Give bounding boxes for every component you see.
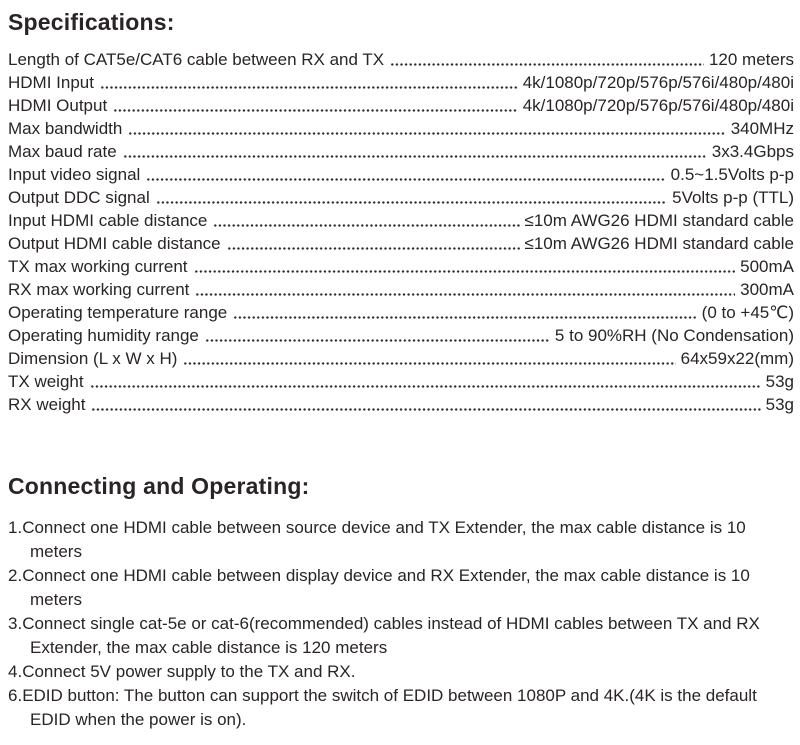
dot-leader	[113, 108, 517, 113]
operating-step	[8, 516, 766, 564]
spec-label: Input HDMI cable distance	[8, 211, 208, 230]
specifications-list	[8, 48, 794, 416]
spec-row	[8, 324, 794, 347]
step-number: 1.	[8, 518, 23, 537]
step-number: 4.	[8, 662, 23, 681]
spec-row	[8, 301, 794, 324]
spec-value: ≤10m AWG26 HDMI standard cable	[524, 211, 794, 230]
spec-row	[8, 71, 794, 94]
step-text: Connect one HDMI cable between display device and RX Extender, the max cable distance is 10 meters	[22, 566, 750, 609]
spec-value: 0.5~1.5Volts p-p	[670, 165, 794, 184]
spec-value: ≤10m AWG26 HDMI standard cable	[524, 234, 794, 253]
dot-leader	[91, 407, 760, 412]
dot-leader	[123, 154, 707, 159]
operating-step	[8, 564, 766, 612]
spec-row	[8, 140, 794, 163]
spec-label: Output HDMI cable distance	[8, 234, 221, 253]
spec-value: 5Volts p-p (TTL)	[672, 188, 794, 207]
connecting-heading: Connecting and Operating:	[8, 473, 310, 499]
step-number: 3.	[8, 614, 23, 633]
step-text: Connect 5V power supply to the TX and RX.	[22, 662, 356, 681]
spec-row	[8, 278, 794, 301]
step-text: Connect one HDMI cable between source device and TX Extender, the max cable distance is 10 meters	[22, 518, 746, 561]
specifications-heading: Specifications:	[8, 9, 175, 35]
step-number: 6.	[8, 686, 23, 705]
spec-row	[8, 117, 794, 140]
dot-leader	[100, 85, 518, 90]
dot-leader	[194, 269, 736, 274]
spec-value: 340MHz	[730, 119, 794, 138]
spec-label: Output DDC signal	[8, 188, 150, 207]
dot-leader	[90, 384, 761, 389]
dot-leader	[128, 131, 725, 136]
spec-value: 300mA	[740, 280, 794, 299]
spec-row	[8, 163, 794, 186]
spec-value: 120 meters	[708, 50, 794, 69]
spec-row	[8, 94, 794, 117]
spec-label: TX weight	[8, 372, 84, 391]
dot-leader	[183, 361, 675, 366]
spec-row	[8, 393, 794, 416]
spec-row	[8, 370, 794, 393]
operating-step	[8, 684, 766, 732]
spec-row	[8, 255, 794, 278]
spec-label: Operating temperature range	[8, 303, 228, 322]
spec-row	[8, 347, 794, 370]
spec-value: 4k/1080p/720p/576p/576i/480p/480i	[522, 96, 794, 115]
spec-row	[8, 232, 794, 255]
spec-label: HDMI Input	[8, 73, 94, 92]
spec-label: HDMI Output	[8, 96, 108, 115]
spec-value: (0 to +45℃)	[701, 303, 794, 322]
spec-value: 4k/1080p/720p/576p/576i/480p/480i	[522, 73, 794, 92]
spec-value: 500mA	[740, 257, 794, 276]
dot-leader	[146, 177, 665, 182]
spec-label: Dimension (L x W x H)	[8, 349, 178, 368]
spec-label: Max bandwidth	[8, 119, 123, 138]
spec-row	[8, 186, 794, 209]
step-text: EDID button: The button can support the switch of EDID between 1080P and 4K.(4K is the default EDID when the power is on).	[22, 686, 757, 729]
spec-label: RX weight	[8, 395, 86, 414]
spec-label: Max baud rate	[8, 142, 117, 161]
spec-value: 5 to 90%RH (No Condensation)	[554, 326, 794, 345]
dot-leader	[195, 292, 735, 297]
spec-value: 53g	[765, 395, 794, 414]
spec-label: TX max working current	[8, 257, 188, 276]
step-text: Connect single cat-5e or cat-6(recommended) cables instead of HDMI cables between TX and RX Extender, the max cable distance is 120 meters	[22, 614, 760, 657]
spec-value: 64x59x22(mm)	[680, 349, 794, 368]
spec-label: Length of CAT5e/CAT6 cable between RX and TX	[8, 50, 385, 69]
spec-label: Input video signal	[8, 165, 141, 184]
operating-step	[8, 660, 766, 684]
step-number: 2.	[8, 566, 23, 585]
dot-leader	[227, 246, 520, 251]
dot-leader	[156, 200, 667, 205]
dot-leader	[390, 62, 704, 67]
spec-value: 3x3.4Gbps	[711, 142, 794, 161]
spec-value: 53g	[765, 372, 794, 391]
spec-label: RX max working current	[8, 280, 190, 299]
spec-label: Operating humidity range	[8, 326, 199, 345]
dot-leader	[233, 315, 696, 320]
dot-leader	[213, 223, 519, 228]
operating-step	[8, 612, 766, 660]
spec-row	[8, 209, 794, 232]
spec-row	[8, 48, 794, 71]
operating-steps-list	[8, 516, 766, 732]
dot-leader	[205, 338, 550, 343]
